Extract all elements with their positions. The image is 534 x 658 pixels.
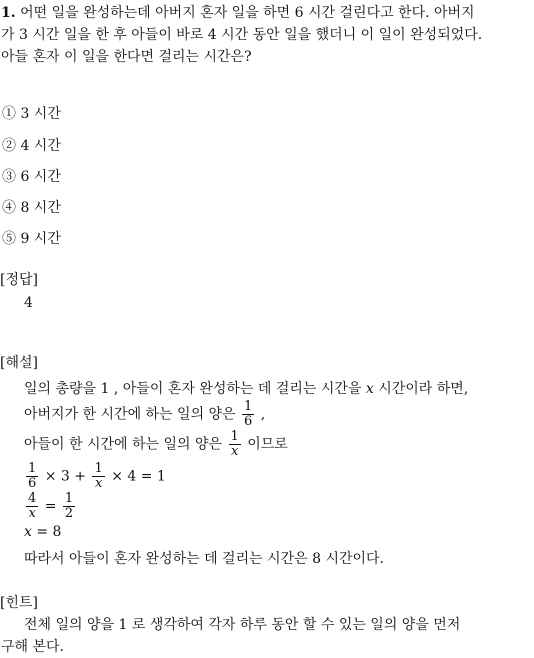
fraction-one-sixth: [242, 400, 254, 429]
choice-3-mark: ③: [2, 169, 16, 185]
answer-label: [정답]: [0, 272, 38, 288]
choice-3[interactable]: [2, 166, 61, 186]
fraction-numerator: 1: [230, 429, 239, 444]
choice-5-text: 9 시간: [20, 231, 61, 247]
choice-4[interactable]: [2, 197, 61, 217]
fraction-numerator: 1: [94, 461, 103, 476]
equation-3-rest: = 8: [36, 524, 62, 540]
fraction-denominator: 2: [64, 506, 74, 521]
fraction-numerator: 1: [244, 399, 253, 414]
choice-4-text: 8 시간: [20, 200, 61, 216]
choice-5[interactable]: [2, 228, 61, 248]
question-line-2: 가 3 시간 일을 한 후 아들이 바로 4 시간 동안 일을 했더니 이 일이 완성되었다.: [1, 27, 483, 43]
fraction-four-over-x: [26, 492, 38, 521]
explanation-line-3: [24, 430, 288, 459]
fraction-one-sixth: [26, 462, 38, 491]
equation-3: [24, 524, 61, 540]
fraction-one-over-x: [92, 462, 104, 491]
explanation-label: [해설]: [0, 355, 38, 371]
hint-line-2: 구해 본다.: [1, 639, 64, 655]
fraction-numerator: 1: [64, 491, 74, 506]
explanation-line-3-b: 이므로: [247, 436, 288, 453]
equation-2: [24, 492, 77, 521]
explanation-line-1: [24, 378, 468, 398]
hint-label: [힌트]: [0, 595, 38, 611]
hint-line-1: 전체 일의 양을 1 로 생각하여 각자 하루 동안 할 수 있는 일의 양을 먼저: [24, 617, 461, 633]
explanation-line-3-a: 아들이 한 시간에 하는 일의 양은: [24, 436, 223, 453]
variable-x: x: [365, 381, 374, 397]
fraction-numerator: 4: [28, 491, 37, 506]
explanation-line-1-b: 시간이라 하면,: [378, 381, 469, 397]
choice-2-mark: ②: [2, 138, 16, 154]
fraction-denominator: 6: [244, 414, 253, 429]
fraction-denominator: x: [28, 506, 36, 521]
choice-2[interactable]: [2, 135, 61, 155]
choice-3-text: 6 시간: [20, 169, 61, 185]
fraction-denominator: x: [94, 476, 103, 491]
question-number: 1.: [1, 5, 16, 21]
choice-5-mark: ⑤: [2, 231, 16, 247]
fraction-denominator: x: [230, 444, 239, 459]
choice-1[interactable]: [2, 103, 61, 123]
equation-2-mid: =: [44, 498, 57, 515]
fraction-numerator: 1: [28, 461, 37, 476]
explanation-line-1-a: 일의 총량을 1 , 아들이 혼자 완성하는 데 걸리는 시간을: [24, 381, 362, 397]
explanation-line-2-a: 아버지가 한 시간에 하는 일의 양은: [24, 406, 236, 423]
question-line-1: [1, 2, 475, 24]
equation-1-mid: × 3 +: [44, 468, 87, 485]
fraction-one-half: [63, 492, 75, 521]
fraction-denominator: 6: [28, 476, 37, 491]
variable-x: x: [24, 524, 32, 540]
choice-1-text: 3 시간: [20, 106, 61, 122]
explanation-conclusion: 따라서 아들이 혼자 완성하는 데 걸리는 시간은 8 시간이다.: [24, 551, 385, 567]
answer-value: 4: [24, 295, 33, 311]
choice-1-mark: ①: [2, 106, 16, 122]
fraction-one-over-x: [229, 430, 241, 459]
equation-1-end: × 4 = 1: [111, 468, 166, 485]
question-line-3: 아들 혼자 이 일을 한다면 걸리는 시간은?: [1, 49, 252, 65]
choice-2-text: 4 시간: [20, 138, 61, 154]
explanation-line-2: [24, 400, 265, 429]
question-text-1: 어떤 일을 완성하는데 아버지 혼자 일을 하면 6 시간 걸린다고 한다. 아버지: [20, 5, 475, 21]
explanation-line-2-b: ,: [260, 406, 266, 423]
choice-4-mark: ④: [2, 200, 16, 216]
equation-1: [24, 462, 166, 491]
